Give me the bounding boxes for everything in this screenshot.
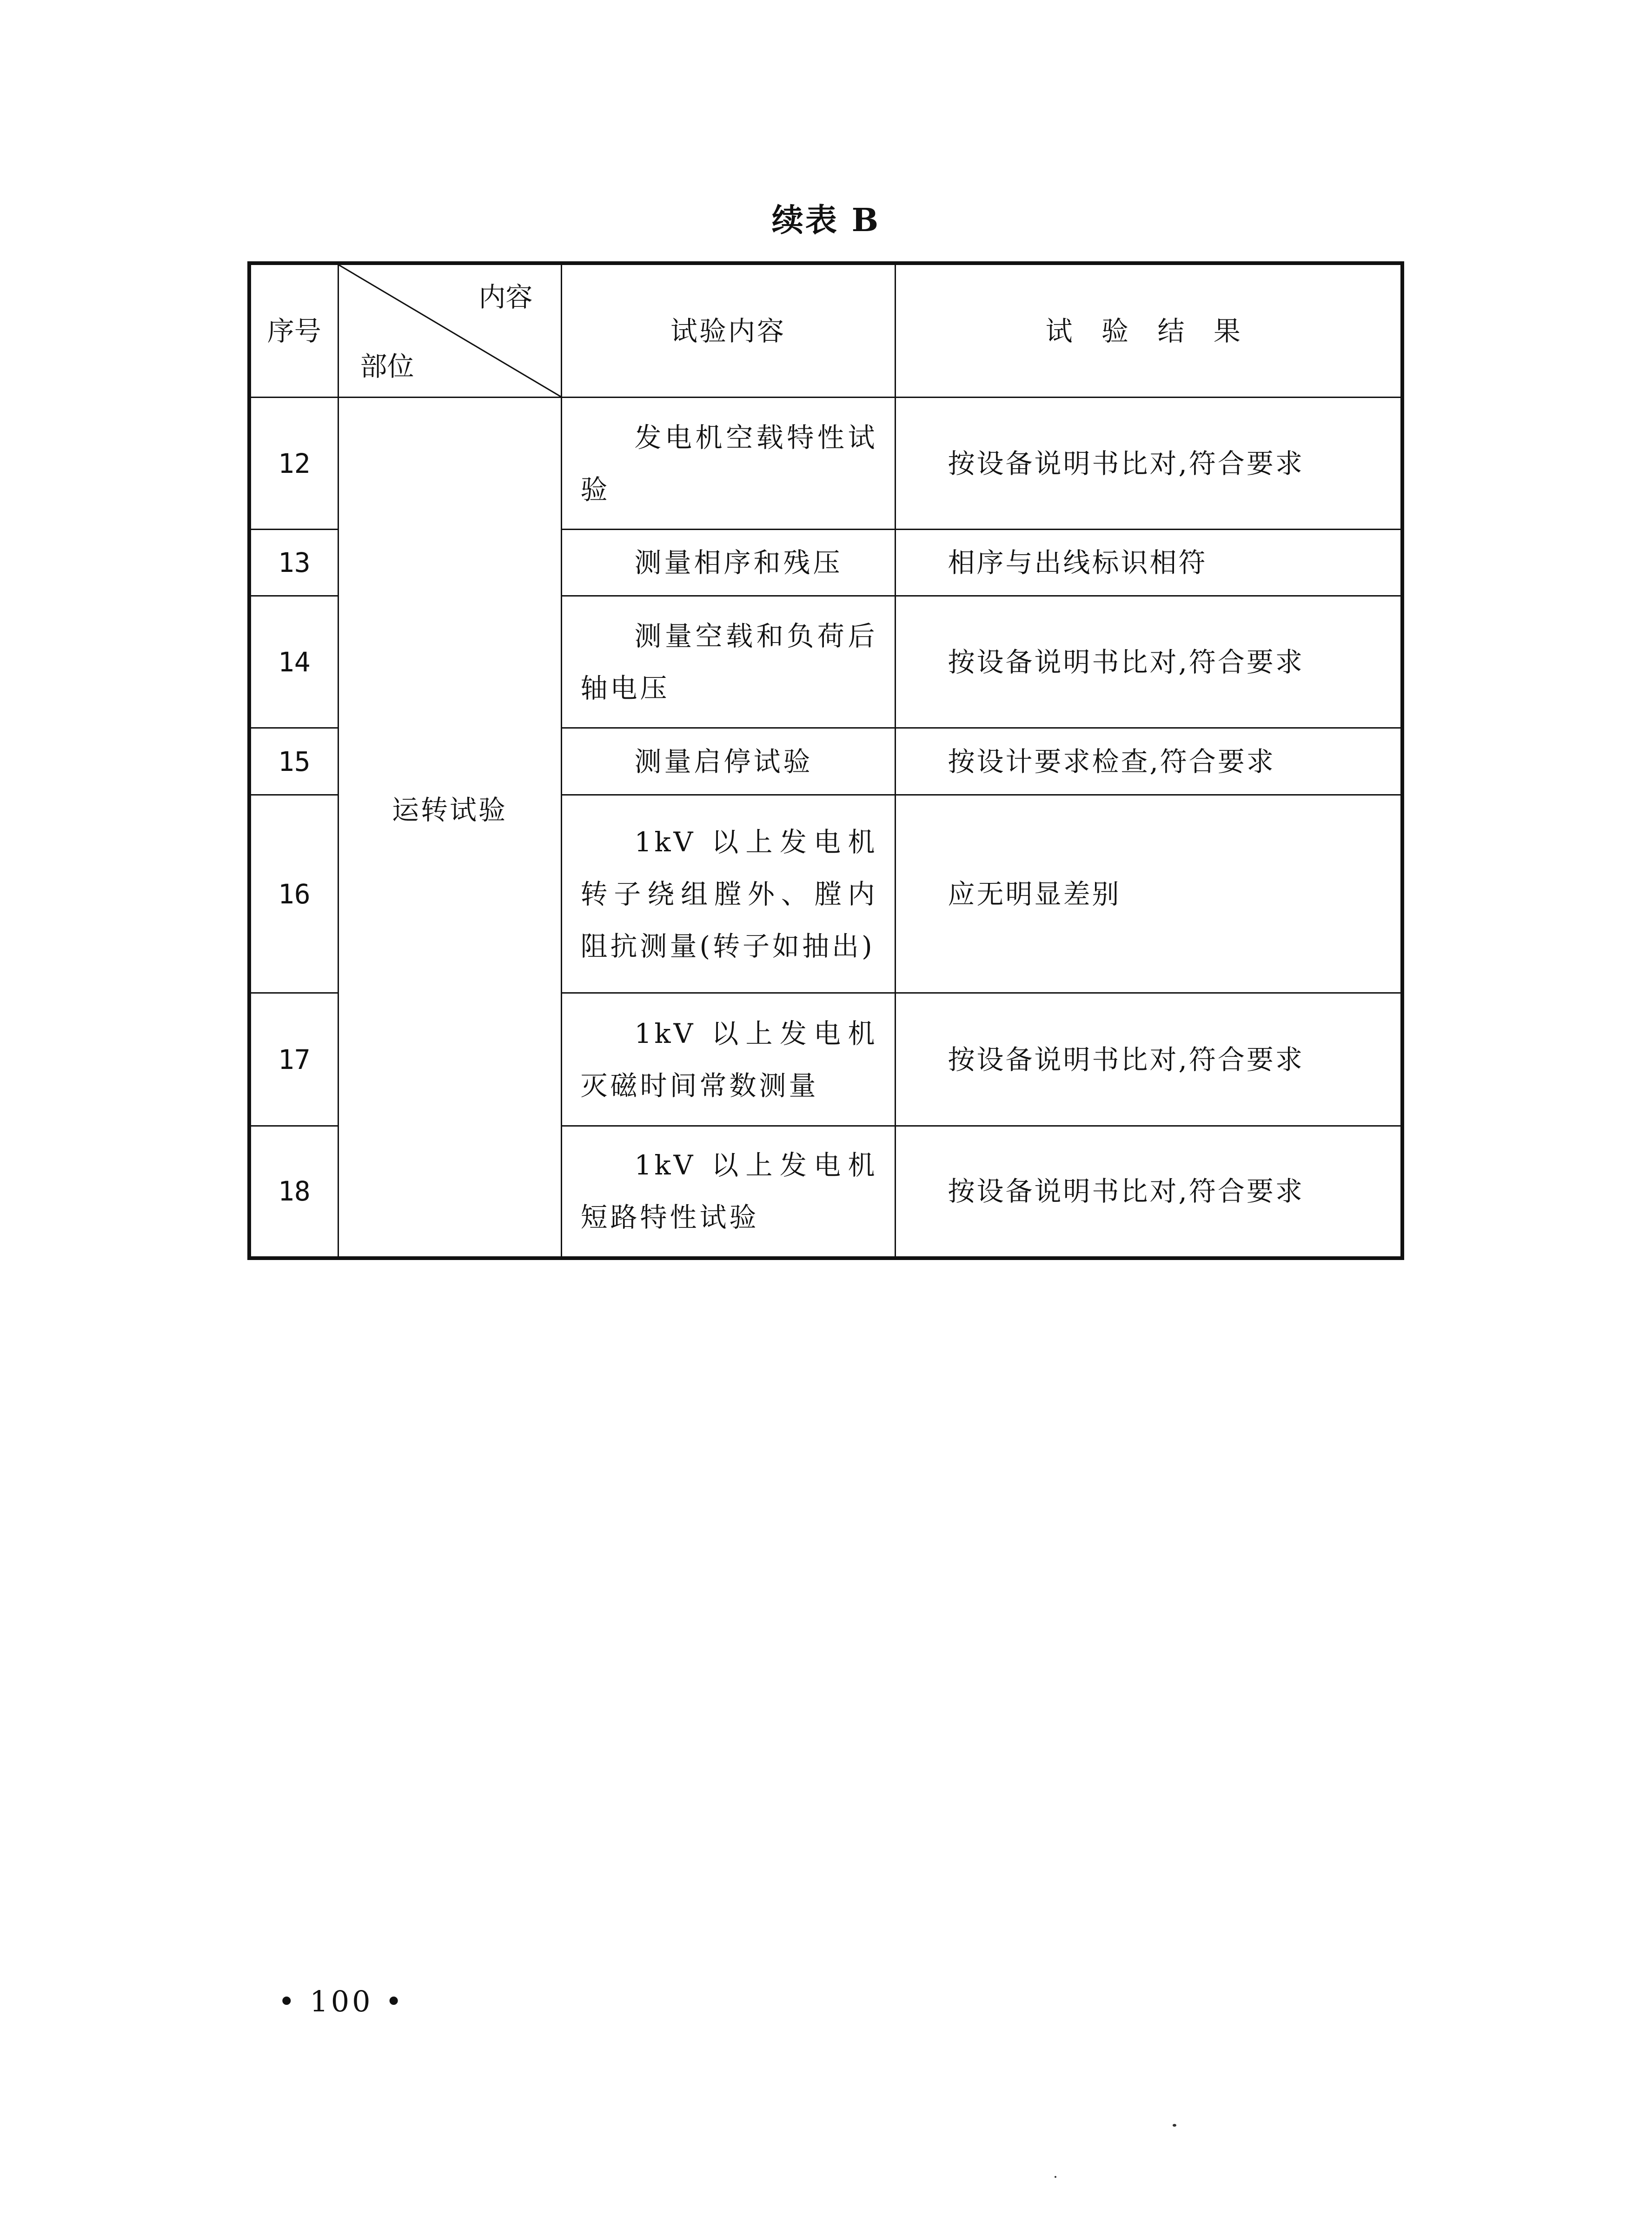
row-number: 13 [249,530,338,596]
row-test-content: 1kV 以上发电机转子绕组膛外、膛内阻抗测量(转子如抽出) [561,795,895,993]
row-test-content: 1kV 以上发电机短路特性试验 [561,1126,895,1258]
row-test-result: 按设备说明书比对,符合要求 [895,596,1402,728]
row-number: 17 [249,993,338,1126]
header-part-label: 部位 [360,351,414,382]
part-cell [338,398,561,1258]
row-test-content: 测量启停试验 [561,728,895,795]
row-number: 16 [249,795,338,993]
row-test-content: 测量空载和负荷后轴电压 [561,596,895,728]
row-test-result: 按设计要求检查,符合要求 [895,728,1402,795]
row-test-content: 测量相序和残压 [561,530,895,596]
row-number: 12 [249,398,338,530]
page-number: • 100 • [278,1984,405,2018]
scan-speck [1173,2124,1176,2127]
row-number: 18 [249,1126,338,1258]
row-test-content: 发电机空载特性试验 [561,398,895,530]
row-test-content: 1kV 以上发电机灭磁时间常数测量 [561,993,895,1126]
row-number: 14 [249,596,338,728]
row-test-result: 按设备说明书比对,符合要求 [895,398,1402,530]
header-test-content: 试验内容 [561,263,895,398]
row-test-result: 相序与出线标识相符 [895,530,1402,596]
header-diagonal-cell [338,263,561,398]
row-test-result: 按设备说明书比对,符合要求 [895,993,1402,1126]
table-title: 续表 B [771,202,881,239]
row-number: 15 [249,728,338,795]
row-test-result: 按设备说明书比对,符合要求 [895,1126,1402,1258]
scan-speck [1055,2176,1056,2178]
table-header-row [249,263,1402,398]
table-row [249,398,1402,530]
header-serial-number: 序号 [249,263,338,398]
row-test-result: 应无明显差别 [895,795,1402,993]
part-label: 运转试验 [391,794,507,826]
header-content-label: 内容 [478,281,533,313]
test-results-table [247,261,1404,1260]
header-test-result: 试 验 结 果 [895,263,1402,398]
